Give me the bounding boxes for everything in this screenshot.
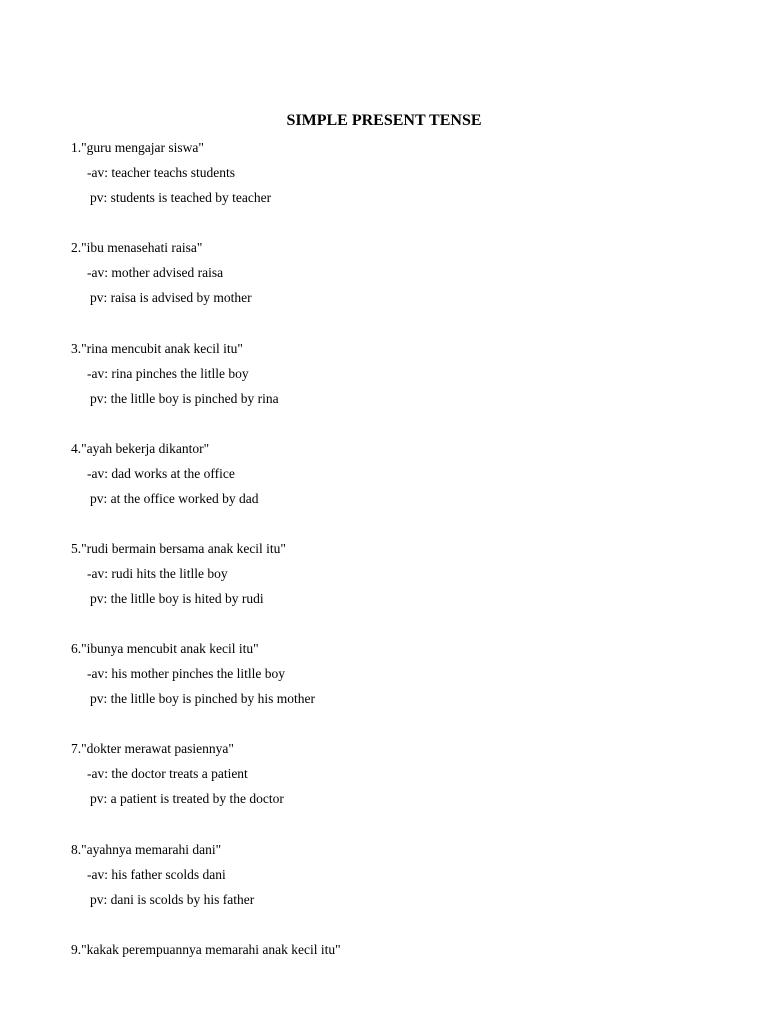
passive-voice-sentence: pv: dani is scolds by his father (90, 892, 255, 908)
exercise-item-6 (71, 639, 731, 714)
exercise-question: 6."ibunya mencubit anak kecil itu" (71, 641, 259, 656)
active-voice-sentence: -av: the doctor treats a patient (87, 766, 248, 782)
passive-voice-sentence: pv: the litlle boy is hited by rudi (90, 591, 264, 607)
active-voice-sentence: -av: teacher teachs students (87, 165, 236, 181)
passive-voice-sentence: pv: the litlle boy is pinched by rina (90, 391, 279, 407)
document-title: SIMPLE PRESENT TENSE (286, 112, 482, 129)
active-voice-sentence: -av: his mother pinches the litlle boy (87, 666, 285, 682)
exercise-question: 8."ayahnya memarahi dani" (71, 842, 222, 857)
active-voice-sentence: -av: dad works at the office (87, 466, 235, 482)
exercise-question: 1."guru mengajar siswa" (71, 140, 204, 155)
exercise-item-5 (71, 539, 731, 614)
passive-voice-sentence: pv: raisa is advised by mother (90, 290, 252, 306)
exercise-question: 3."rina mencubit anak kecil itu" (71, 341, 243, 356)
active-voice-sentence: -av: his father scolds dani (87, 867, 226, 883)
active-voice-sentence: -av: rina pinches the litlle boy (87, 366, 249, 382)
exercise-question: 5."rudi bermain bersama anak kecil itu" (71, 541, 286, 556)
exercise-question: 9."kakak perempuannya memarahi anak kecil itu" (71, 942, 341, 957)
active-voice-sentence: -av: rudi hits the litlle boy (87, 566, 228, 582)
exercise-question: 4."ayah bekerja dikantor" (71, 441, 210, 456)
active-voice-sentence: -av: mother advised raisa (87, 265, 224, 281)
exercise-question: 2."ibu menasehati raisa" (71, 240, 203, 255)
exercise-item-7 (71, 739, 731, 814)
exercise-question: 7."dokter merawat pasiennya" (71, 741, 234, 756)
exercise-item-2 (71, 238, 731, 313)
exercise-item-3 (71, 339, 731, 414)
passive-voice-sentence: pv: at the office worked by dad (90, 491, 259, 507)
passive-voice-sentence: pv: students is teached by teacher (90, 190, 272, 206)
exercise-item-1 (71, 138, 731, 213)
exercise-item-8 (71, 840, 731, 915)
passive-voice-sentence: pv: the litlle boy is pinched by his mother (90, 691, 315, 707)
exercise-item-9 (71, 940, 731, 965)
passive-voice-sentence: pv: a patient is treated by the doctor (90, 791, 284, 807)
exercise-item-4 (71, 439, 731, 514)
